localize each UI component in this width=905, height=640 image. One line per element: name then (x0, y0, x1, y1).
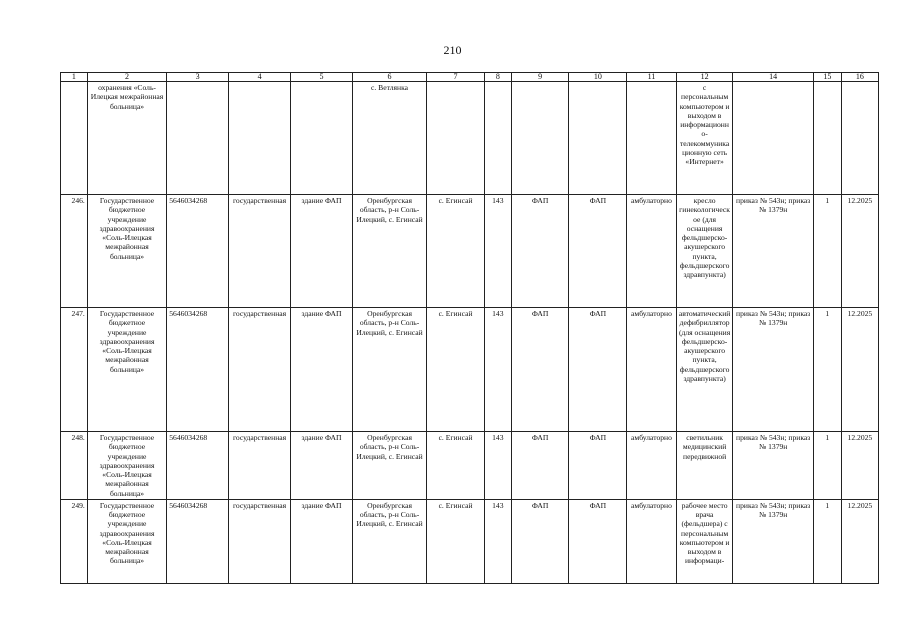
care-form-cell: амбулаторно (627, 499, 677, 583)
object-cell: здание ФАП (291, 432, 353, 500)
column-number: 12 (676, 73, 733, 82)
type-cell: ФАП (511, 499, 569, 583)
column-number: 9 (511, 73, 569, 82)
address-cell: с. Ветлянка (352, 82, 426, 195)
column-number: 10 (569, 73, 627, 82)
row-number: 248. (61, 432, 88, 500)
column-number: 2 (87, 73, 166, 82)
quantity-cell: 1 (813, 499, 841, 583)
column-number: 3 (167, 73, 229, 82)
page-number: 210 (443, 43, 462, 57)
inn-cell: 5646034268 (167, 499, 229, 583)
subtype-cell: ФАП (569, 195, 627, 308)
ownership-cell: государственная (229, 195, 291, 308)
table-row (61, 195, 879, 308)
equipment-cell: светильник медицинский передвижной (676, 432, 733, 500)
object-cell: здание ФАП (291, 499, 353, 583)
column-number-row (61, 73, 879, 82)
column-number: 11 (627, 73, 677, 82)
organization-cell: Государственное бюджетное учреждение здравоохранения «Соль-Илецкая межрайонная больница» (87, 432, 166, 500)
row-number: 249. (61, 499, 88, 583)
order-cell: приказ № 543н; приказ № 1379н (733, 308, 813, 432)
subtype-cell: ФАП (569, 499, 627, 583)
quantity-cell: 1 (813, 308, 841, 432)
organization-cell: Государственное бюджетное учреждение здравоохранения «Соль-Илецкая межрайонная больница» (87, 308, 166, 432)
column-number: 7 (427, 73, 485, 82)
ownership-cell: государственная (229, 308, 291, 432)
type-cell: ФАП (511, 195, 569, 308)
code-cell: 143 (484, 499, 511, 583)
settlement-cell: с. Егинсай (427, 499, 485, 583)
quantity-cell: 1 (813, 195, 841, 308)
subtype-cell: ФАП (569, 308, 627, 432)
column-number: 1 (61, 73, 88, 82)
organization-cell: Государственное бюджетное учреждение здравоохранения «Соль-Илецкая межрайонная больница» (87, 499, 166, 583)
column-number: 14 (733, 73, 813, 82)
order-cell: приказ № 543н; приказ № 1379н (733, 499, 813, 583)
inn-cell: 5646034268 (167, 308, 229, 432)
address-cell: Оренбургская область, р-н Соль-Илецкий, с. Егинсай (352, 308, 426, 432)
care-form-cell: амбулаторно (627, 308, 677, 432)
date-cell: 12.2025 (841, 308, 878, 432)
row-number: 247. (61, 308, 88, 432)
object-cell: здание ФАП (291, 308, 353, 432)
care-form-cell: амбулаторно (627, 432, 677, 500)
type-cell: ФАП (511, 308, 569, 432)
ownership-cell: государственная (229, 499, 291, 583)
settlement-cell: с. Егинсай (427, 195, 485, 308)
inn-cell: 5646034268 (167, 432, 229, 500)
column-number: 4 (229, 73, 291, 82)
order-cell: приказ № 543н; приказ № 1379н (733, 195, 813, 308)
continuation-row (61, 82, 879, 195)
ownership-cell: государственная (229, 432, 291, 500)
inn-cell: 5646034268 (167, 195, 229, 308)
equipment-cell: с персональным компьютером и выходом в информационно-телекоммуникационную сеть «Интернет» (676, 82, 733, 195)
column-number: 16 (841, 73, 878, 82)
table-row (61, 432, 879, 500)
organization-cell: охранения «Соль-Илецкая межрайонная больница» (87, 82, 166, 195)
column-number: 6 (352, 73, 426, 82)
date-cell: 12.2025 (841, 195, 878, 308)
address-cell: Оренбургская область, р-н Соль-Илецкий, с. Егинсай (352, 195, 426, 308)
row-number: 246. (61, 195, 88, 308)
address-cell: Оренбургская область, р-н Соль-Илецкий, с. Егинсай (352, 432, 426, 500)
equipment-cell: кресло гинекологическое (для оснащения фельдшерско-акушерского пункта, фельдшерского здравпункта) (676, 195, 733, 308)
settlement-cell: с. Егинсай (427, 432, 485, 500)
registry-table (60, 72, 879, 584)
code-cell: 143 (484, 308, 511, 432)
equipment-cell: автоматический дефибриллятор (для оснащения фельдшерско-акушерского пункта, фельдшерского здравпункта) (676, 308, 733, 432)
date-cell: 12.2025 (841, 499, 878, 583)
care-form-cell: амбулаторно (627, 195, 677, 308)
code-cell: 143 (484, 195, 511, 308)
settlement-cell: с. Егинсай (427, 308, 485, 432)
subtype-cell: ФАП (569, 432, 627, 500)
object-cell: здание ФАП (291, 195, 353, 308)
column-number: 8 (484, 73, 511, 82)
equipment-cell: рабочее место врача (фельдшера) с персональным компьютером и выходом в информаци- (676, 499, 733, 583)
type-cell: ФАП (511, 432, 569, 500)
organization-cell: Государственное бюджетное учреждение здравоохранения «Соль-Илецкая межрайонная больница» (87, 195, 166, 308)
date-cell: 12.2025 (841, 432, 878, 500)
table-row (61, 499, 879, 583)
address-cell: Оренбургская область, р-н Соль-Илецкий, с. Егинсай (352, 499, 426, 583)
quantity-cell: 1 (813, 432, 841, 500)
column-number: 15 (813, 73, 841, 82)
code-cell: 143 (484, 432, 511, 500)
order-cell: приказ № 543н; приказ № 1379н (733, 432, 813, 500)
table-row (61, 308, 879, 432)
column-number: 5 (291, 73, 353, 82)
